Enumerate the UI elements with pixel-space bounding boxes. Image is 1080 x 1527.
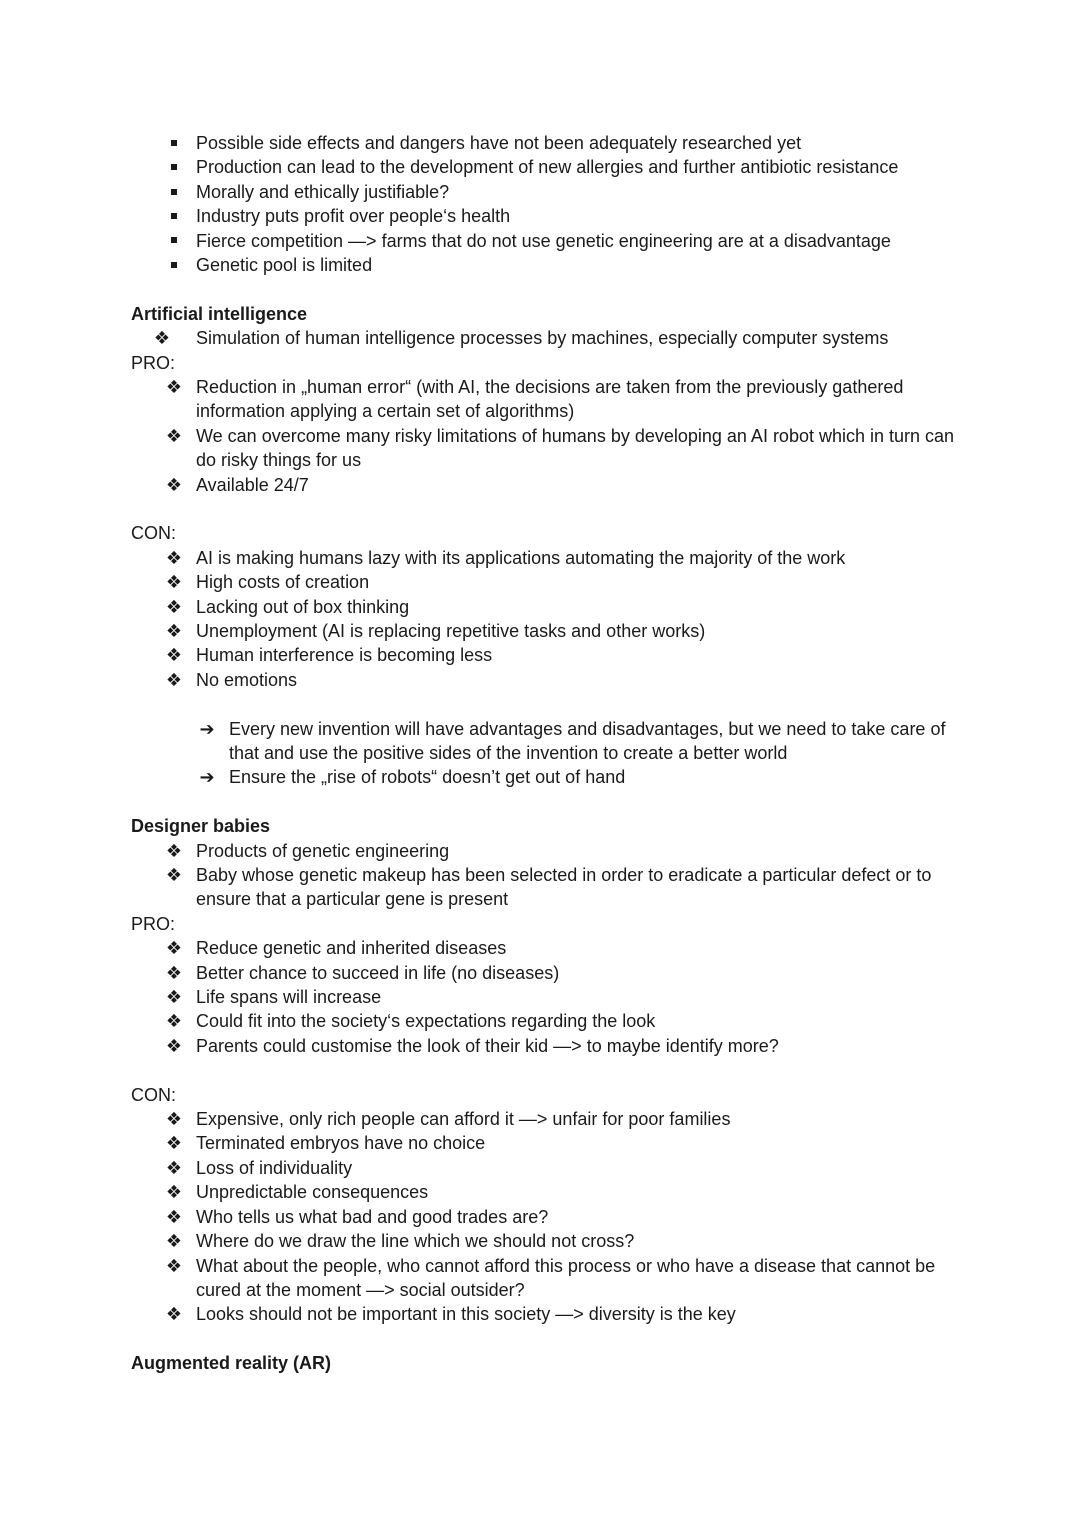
arrow-bullet-icon: ➔ (199, 767, 215, 788)
list-item (131, 204, 1080, 228)
square-bullet-list (131, 131, 1080, 277)
diamond-bullet-icon: ❖ (165, 547, 183, 568)
list-item (131, 1205, 1080, 1229)
diamond-bullet-icon: ❖ (165, 645, 183, 666)
list-item-text: What about the people, who cannot afford this process or who have a disease that cannot be cured at the moment —> social outsider? (196, 1255, 936, 1300)
definition-list (131, 839, 1080, 912)
genetic-engineering-cons (131, 131, 1080, 277)
list-item (131, 936, 1080, 960)
list-item-text: Where do we draw the line which we should not cross? (196, 1231, 635, 1252)
list-item (131, 326, 1080, 350)
definition-list (131, 326, 1080, 350)
square-bullet-icon (164, 204, 184, 228)
diamond-bullet-icon: ❖ (165, 987, 183, 1008)
list-item (131, 546, 1080, 570)
section-heading: Designer babies (131, 816, 271, 837)
diamond-bullet-icon: ❖ (165, 572, 183, 593)
square-bullet-icon (164, 155, 184, 179)
list-item-text: Terminated embryos have no choice (196, 1133, 486, 1154)
diamond-bullet-icon: ❖ (165, 1109, 183, 1130)
list-item (131, 1107, 1080, 1131)
list-item (131, 1131, 1080, 1155)
con-list (131, 1107, 1080, 1327)
list-item (131, 155, 1080, 179)
list-item-text: Baby whose genetic makeup has been selected in order to eradicate a particular defect or to ensure that a particular gene is present (196, 865, 932, 910)
arrow-bullet-icon: ➔ (199, 718, 215, 739)
list-item (131, 985, 1080, 1009)
list-item-text: Better chance to succeed in life (no diseases) (196, 962, 560, 983)
list-item-text: High costs of creation (196, 572, 370, 593)
list-item (131, 424, 1080, 473)
list-item-text: No emotions (196, 669, 298, 690)
diamond-bullet-icon: ❖ (165, 1133, 183, 1154)
diamond-bullet-icon: ❖ (165, 474, 183, 495)
con-label: CON: (131, 1084, 176, 1105)
list-item (131, 1254, 1080, 1303)
list-item-text: Could fit into the society‘s expectations regarding the look (196, 1011, 656, 1032)
list-item-text: AI is making humans lazy with its applications automating the majority of the work (196, 547, 846, 568)
pro-list (131, 936, 1080, 1058)
list-item (131, 131, 1080, 155)
list-item (131, 961, 1080, 985)
list-item (131, 839, 1080, 863)
diamond-bullet-icon: ❖ (165, 938, 183, 959)
diamond-bullet-icon: ❖ (165, 621, 183, 642)
diamond-bullet-icon: ❖ (165, 840, 183, 861)
list-item-text: Available 24/7 (196, 474, 309, 495)
diamond-bullet-icon: ❖ (153, 328, 171, 349)
diamond-bullet-icon: ❖ (165, 1157, 183, 1178)
square-bullet-icon (164, 131, 184, 155)
list-item-text: Unemployment (AI is replacing repetitive tasks and other works) (196, 621, 706, 642)
list-item (131, 473, 1080, 497)
diamond-bullet-icon: ❖ (165, 1011, 183, 1032)
pro-label: PRO: (131, 352, 176, 373)
diamond-bullet-icon: ❖ (165, 1035, 183, 1056)
list-item-text: Industry puts profit over people‘s health (196, 206, 511, 227)
list-item-text: Life spans will increase (196, 987, 382, 1008)
diamond-bullet-icon: ❖ (165, 596, 183, 617)
square-bullet-icon (164, 229, 184, 253)
list-item (131, 570, 1080, 594)
diamond-bullet-icon: ❖ (165, 669, 183, 690)
list-item-text: Fierce competition —> farms that do not use genetic engineering are at a disadvantage (196, 230, 891, 251)
list-item-text: We can overcome many risky limitations of humans by developing an AI robot which in turn can do risky things for us (196, 425, 955, 471)
list-item (131, 1302, 1080, 1326)
list-item-text: Unpredictable consequences (196, 1182, 429, 1203)
list-item-text: Genetic pool is limited (196, 255, 373, 276)
diamond-bullet-icon: ❖ (165, 865, 183, 886)
list-item-text: Production can lead to the development of new allergies and further antibiotic resistance (196, 157, 899, 178)
list-item (131, 1009, 1080, 1033)
list-item (131, 253, 1080, 277)
list-item (131, 229, 1080, 253)
list-item (131, 668, 1080, 692)
list-item (131, 1156, 1080, 1180)
list-item (131, 1034, 1080, 1058)
square-bullet-icon (164, 180, 184, 204)
list-item (131, 595, 1080, 619)
list-item (131, 717, 1080, 766)
diamond-bullet-icon: ❖ (165, 1206, 183, 1227)
section-artificial-intelligence (131, 302, 1080, 790)
document-page (0, 131, 1080, 1376)
con-list (131, 546, 1080, 692)
list-item-text: Products of genetic engineering (196, 840, 450, 861)
list-item-text: Human interference is becoming less (196, 645, 493, 666)
list-item-text: Morally and ethically justifiable? (196, 181, 450, 202)
list-item-text: Loss of individuality (196, 1157, 353, 1178)
list-item (131, 375, 1080, 424)
pro-list (131, 375, 1080, 497)
list-item (131, 1229, 1080, 1253)
list-item-text: Possible side effects and dangers have not been adequately researched yet (196, 133, 802, 153)
list-item-text: Parents could customise the look of their kid —> to maybe identify more? (196, 1035, 779, 1056)
diamond-bullet-icon: ❖ (165, 1255, 183, 1276)
list-item-text: Reduction in „human error“ (with AI, the decisions are taken from the previously gathered information applying a certain set of algorithms) (196, 377, 904, 422)
section-augmented-reality (131, 1351, 1080, 1375)
diamond-bullet-icon: ❖ (165, 377, 183, 398)
diamond-bullet-icon: ❖ (165, 1304, 183, 1325)
list-item (131, 1180, 1080, 1204)
list-item-text: Who tells us what bad and good trades are? (196, 1206, 549, 1227)
list-item (131, 180, 1080, 204)
square-bullet-icon (164, 253, 184, 277)
diamond-bullet-icon: ❖ (165, 425, 183, 446)
conclusion-list (131, 717, 1080, 790)
list-item-text: Lacking out of box thinking (196, 596, 410, 617)
diamond-bullet-icon: ❖ (165, 1231, 183, 1252)
con-label: CON: (131, 523, 176, 544)
list-item (131, 619, 1080, 643)
list-item-text: Ensure the „rise of robots“ doesn’t get out of hand (229, 767, 626, 788)
list-item-text: Reduce genetic and inherited diseases (196, 938, 507, 959)
list-item-text: Every new invention will have advantages and disadvantages, but we need to take care of that and use the positive sides of the invention to create a better world (229, 718, 946, 764)
list-item (131, 863, 1080, 912)
pro-label: PRO: (131, 913, 176, 934)
section-heading: Artificial intelligence (131, 303, 308, 324)
list-item (131, 643, 1080, 667)
list-item (131, 765, 1080, 789)
section-designer-babies (131, 814, 1080, 1326)
list-item-text: Simulation of human intelligence processes by machines, especially computer systems (196, 328, 889, 349)
list-item-text: Expensive, only rich people can afford it —> unfair for poor families (196, 1109, 731, 1130)
diamond-bullet-icon: ❖ (165, 1182, 183, 1203)
diamond-bullet-icon: ❖ (165, 962, 183, 983)
section-heading: Augmented reality (AR) (131, 1353, 332, 1374)
list-item-text: Looks should not be important in this society —> diversity is the key (196, 1304, 736, 1325)
